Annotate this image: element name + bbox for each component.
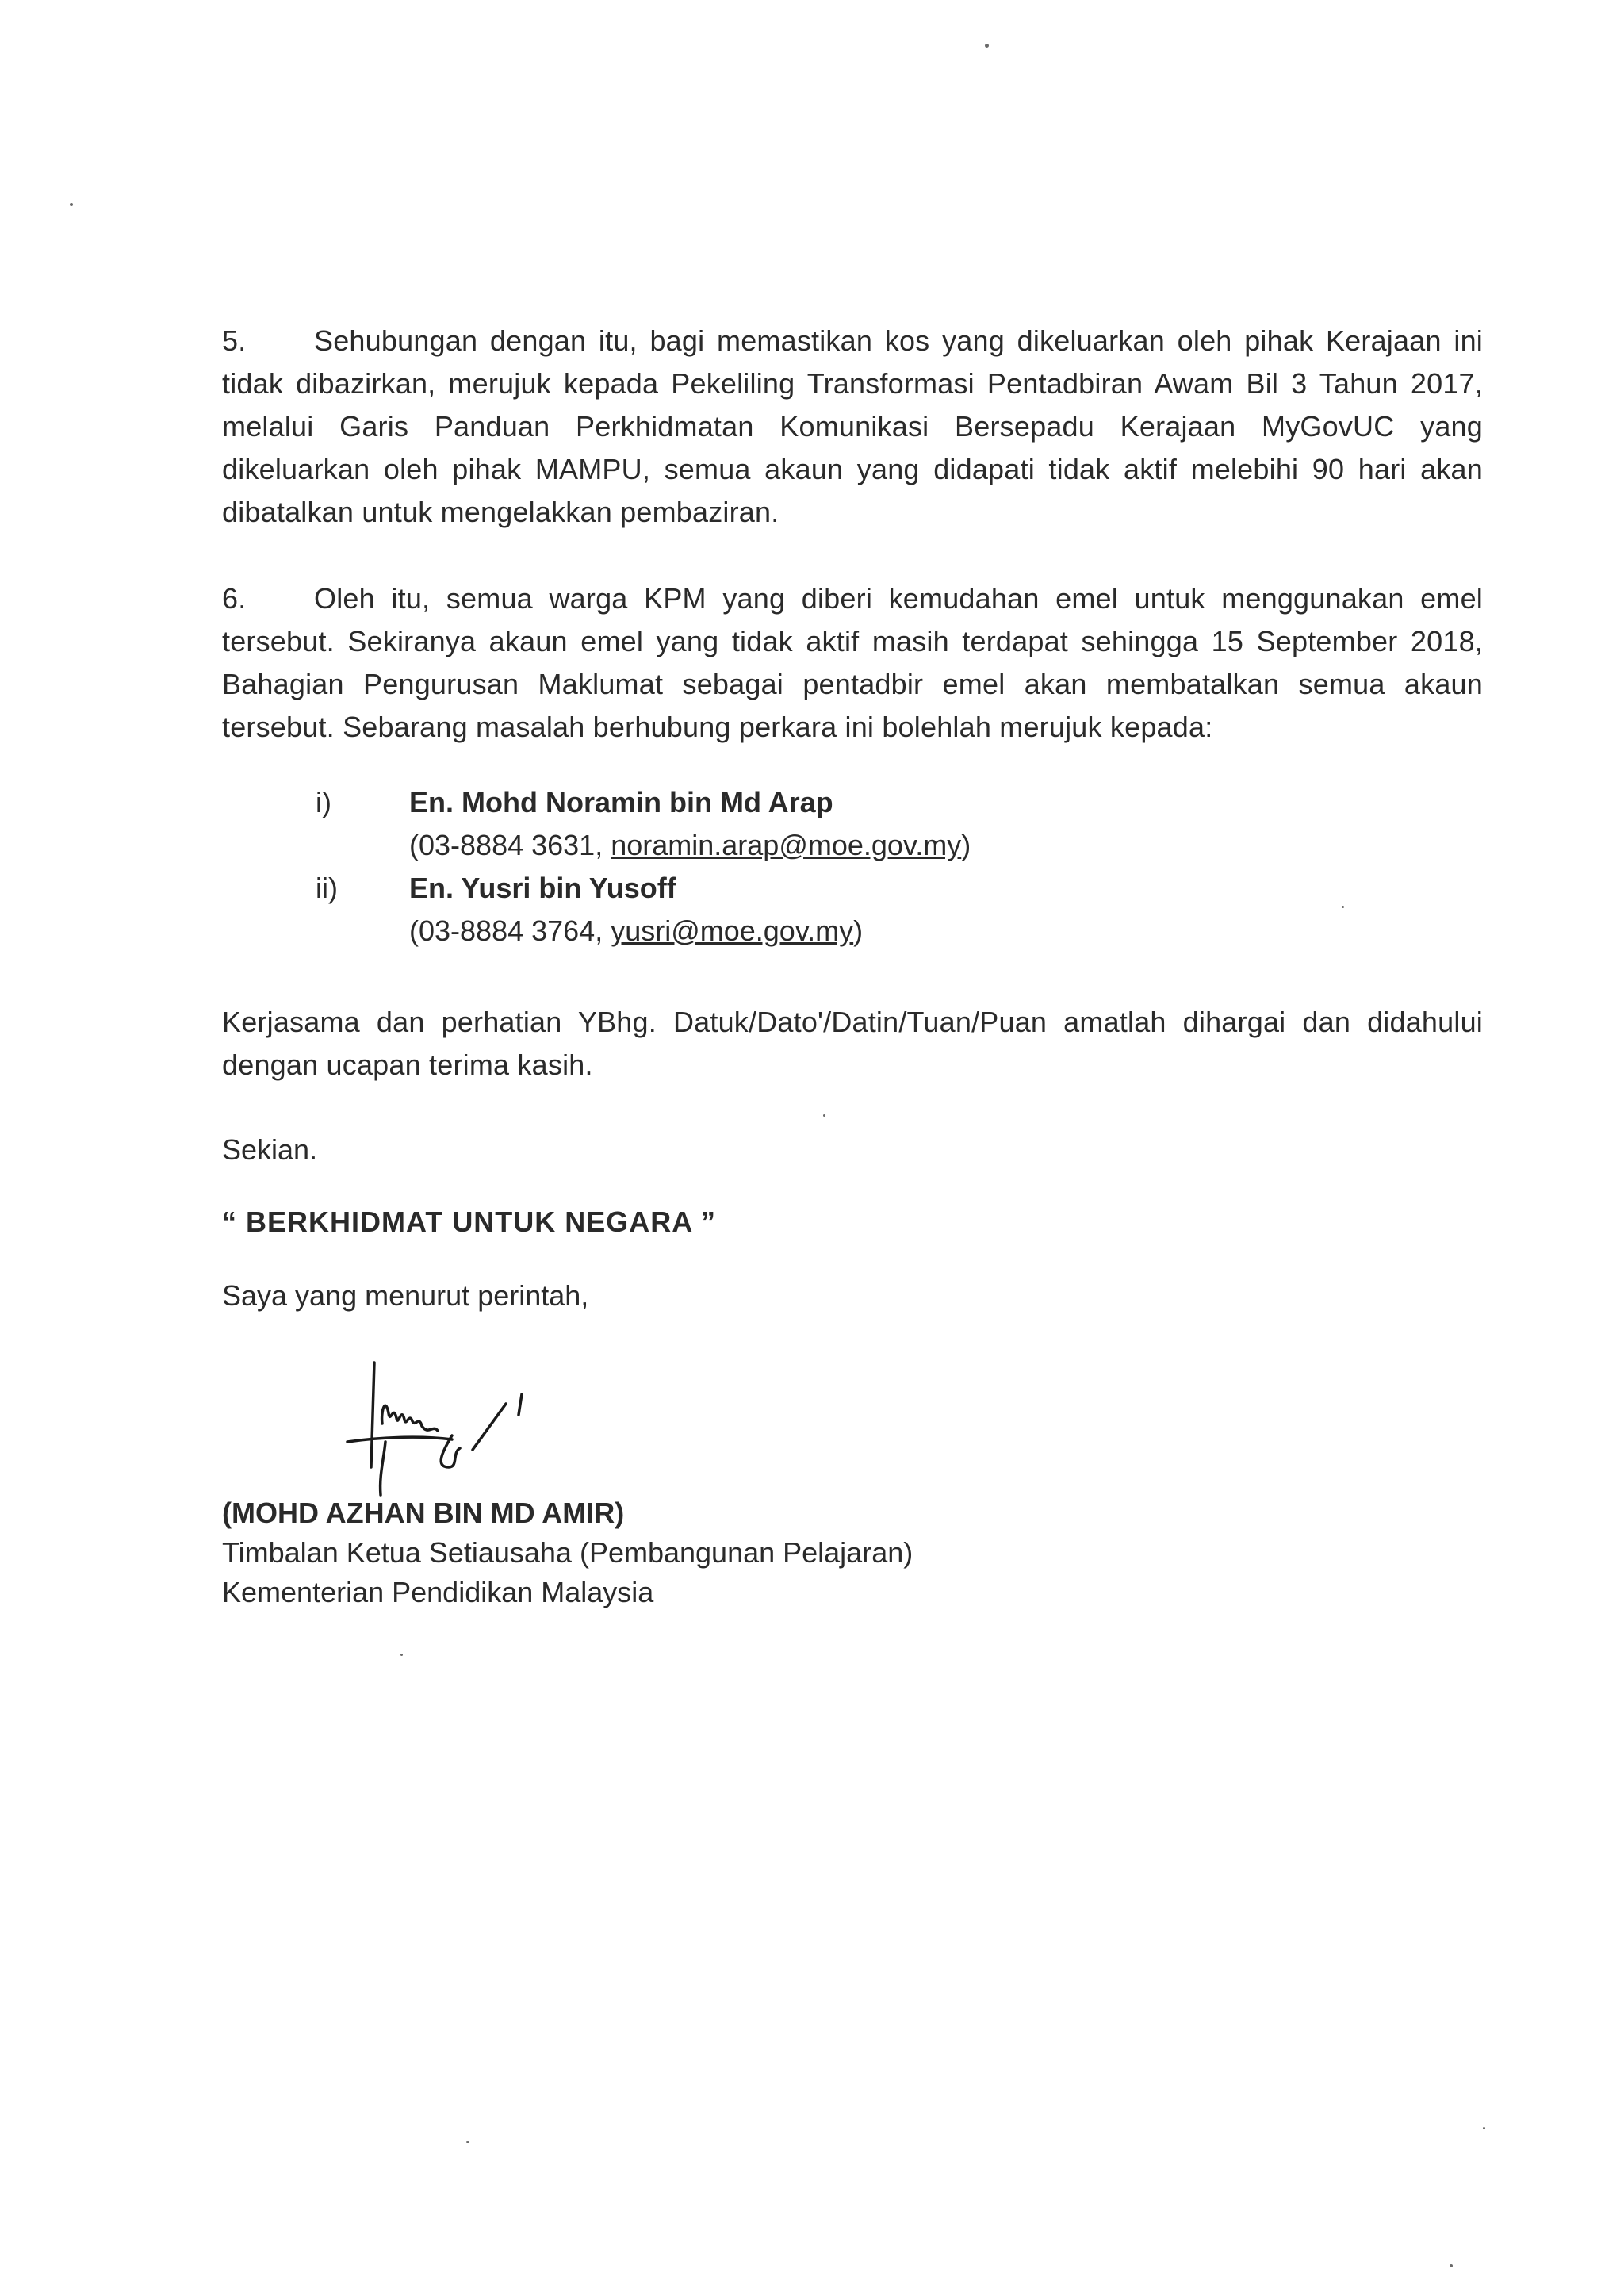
paragraph-text: Oleh itu, semua warga KPM yang diberi kemudahan emel untuk menggunakan emel tersebut. Sekiranya akaun emel yang tidak aktif masih terdapat sehingga 15 September 2018, Bahagian Pengurusan Maklumat sebagai pentadbir emel akan membatalkan semua akaun tersebut. Sebarang masalah berhubung perkara ini bolehlah merujuk kepada:	[222, 582, 1483, 743]
contact-email-link[interactable]: noramin.arap@moe.gov.my	[611, 829, 962, 861]
contact-detail-close: )	[853, 914, 864, 947]
scan-speck	[70, 203, 73, 206]
signer-title: Timbalan Ketua Setiausaha (Pembangunan Pelajaran)	[222, 1536, 914, 1569]
contact-detail-close: )	[961, 829, 971, 861]
saya-line: Saya yang menurut perintah,	[222, 1279, 589, 1312]
scan-speck	[985, 44, 989, 48]
contact-phone: (03-8884 3631,	[409, 829, 611, 861]
scan-speck	[1450, 2264, 1453, 2267]
signer-block	[222, 1493, 913, 1612]
contact-index: i)	[316, 786, 331, 818]
contact-list	[316, 781, 1346, 953]
scan-speck	[466, 2141, 469, 2143]
contact-phone: (03-8884 3764,	[409, 914, 611, 947]
contact-item	[316, 867, 1346, 953]
paragraph-number: 5.	[222, 324, 247, 357]
signer-name: (MOHD AZHAN BIN MD AMIR)	[222, 1497, 625, 1529]
motto: “ BERKHIDMAT UNTUK NEGARA ”	[222, 1205, 716, 1238]
contact-detail	[409, 824, 1346, 867]
paragraph-6	[222, 577, 1483, 749]
sekian-line: Sekian.	[222, 1133, 318, 1166]
closing-text: Kerjasama dan perhatian YBhg. Datuk/Dato'/Datin/Tuan/Puan amatlah dihargai dan didahului dengan ucapan terima kasih.	[222, 1006, 1483, 1081]
contact-detail	[409, 910, 1346, 953]
contact-email-link[interactable]: yusri@moe.gov.my	[611, 914, 854, 947]
contact-name: En. Yusri bin Yusoff	[409, 872, 676, 904]
contact-name: En. Mohd Noramin bin Md Arap	[409, 786, 833, 818]
handwritten-signature	[333, 1348, 539, 1499]
scan-speck	[400, 1654, 403, 1656]
signer-ministry: Kementerian Pendidikan Malaysia	[222, 1576, 654, 1608]
contact-index: ii)	[316, 872, 338, 904]
paragraph-5	[222, 320, 1483, 534]
closing-paragraph	[222, 1001, 1483, 1087]
paragraph-number: 6.	[222, 582, 247, 615]
scan-speck	[823, 1114, 825, 1117]
contact-item	[316, 781, 1346, 867]
paragraph-text: Sehubungan dengan itu, bagi memastikan kos yang dikeluarkan oleh pihak Kerajaan ini tidak dibazirkan, merujuk kepada Pekeliling Transformasi Pentadbiran Awam Bil 3 Tahun 2017, melalui Garis Panduan Perkhidmatan Komunikasi Bersepadu Kerajaan MyGovUC yang dikeluarkan oleh pihak MAMPU, semua akaun yang didapati tidak aktif melebihi 90 hari akan dibatalkan untuk mengelakkan pembaziran.	[222, 324, 1483, 528]
scan-speck	[1483, 2127, 1485, 2129]
